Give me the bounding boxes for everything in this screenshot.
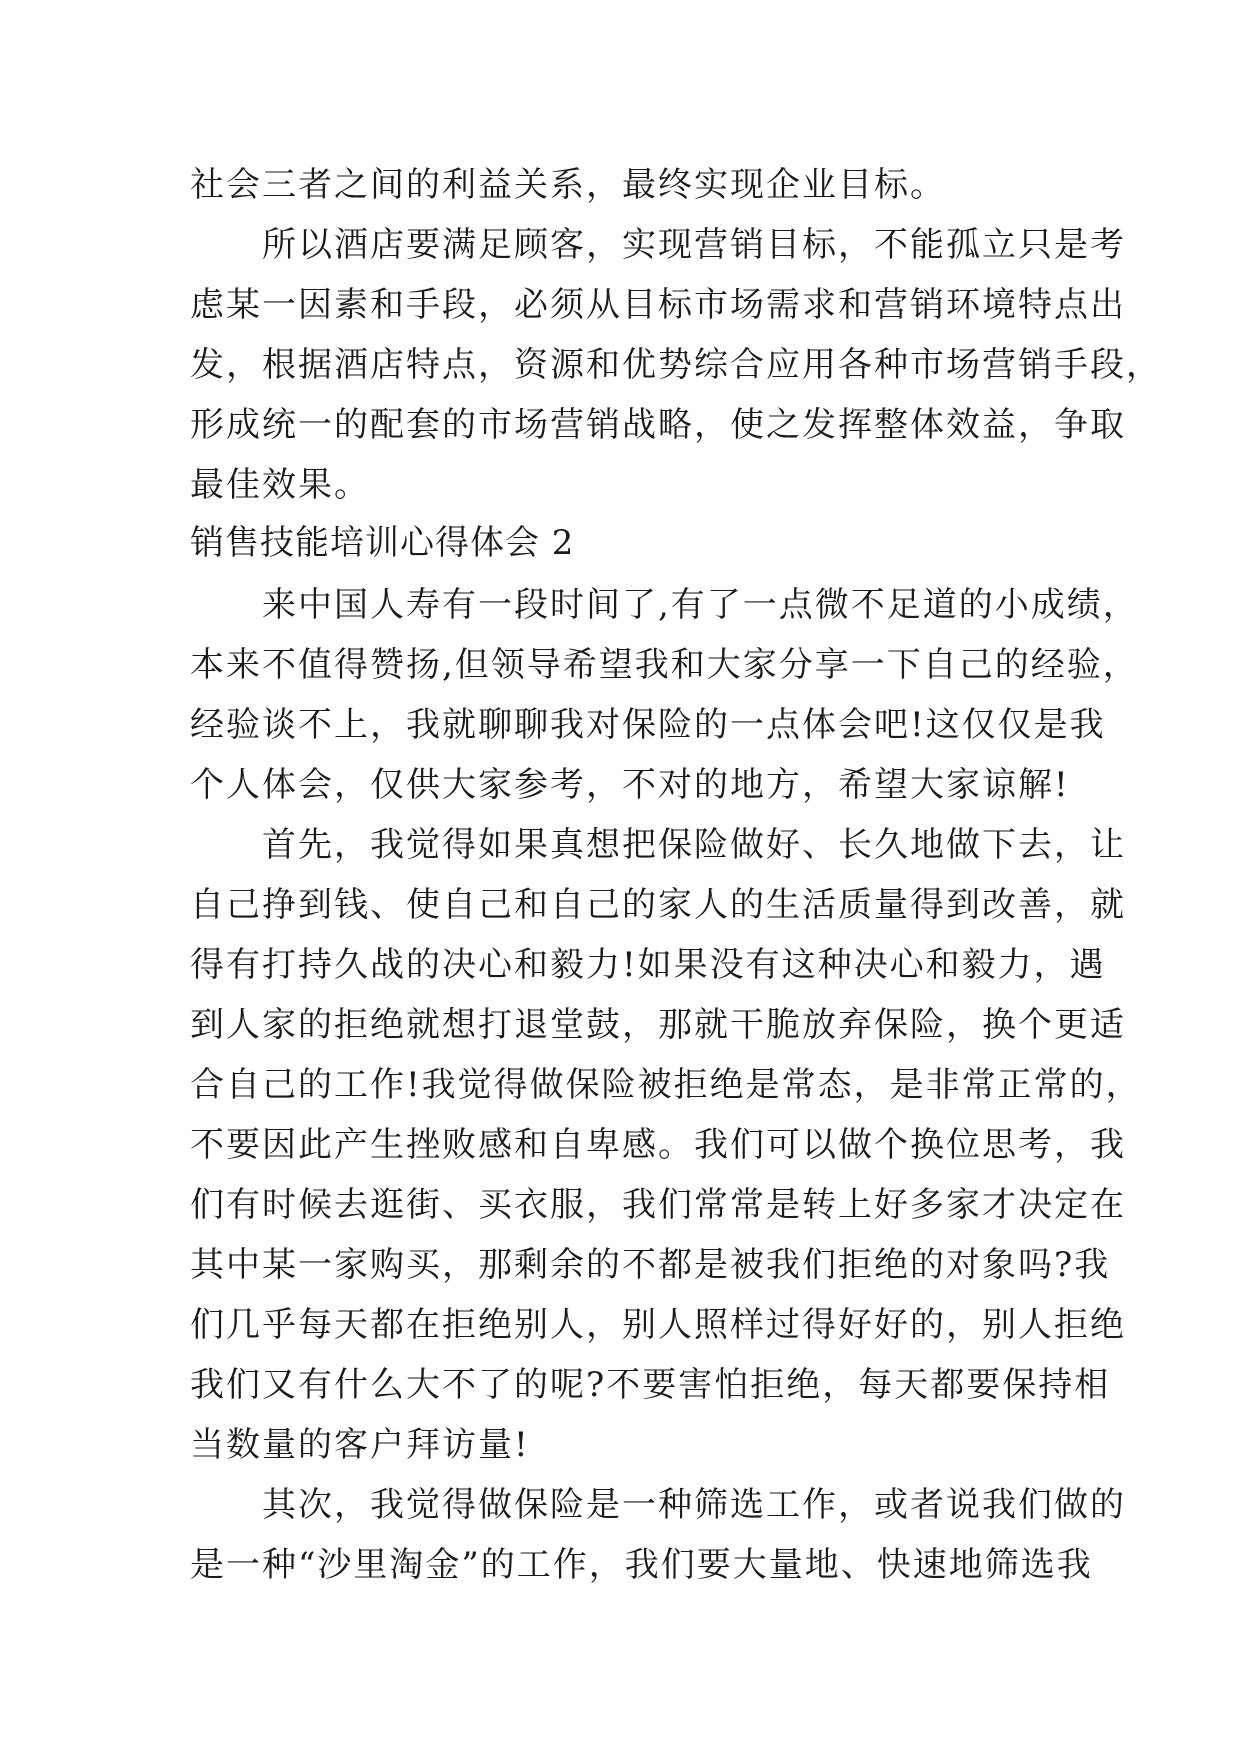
- text-line: 社会三者之间的利益关系，最终实现企业目标。: [190, 165, 946, 205]
- text-line: 本来不值得赞扬,但领导希望我和大家分享一下自己的经验，: [190, 645, 1139, 685]
- text-line: 所以酒店要满足顾客，实现营销目标，不能孤立只是考: [190, 225, 1126, 265]
- text-line: 自己挣到钱、使自己和自己的家人的生活质量得到改善，就: [190, 885, 1126, 925]
- text-line: 其中某一家购买，那剩余的不都是被我们拒绝的对象吗?我: [190, 1245, 1111, 1285]
- text-line: 个人体会，仅供大家参考，不对的地方，希望大家谅解!: [190, 765, 1070, 805]
- text-line: 合自己的工作!我觉得做保险被拒绝是常态，是非常正常的，: [190, 1065, 1142, 1105]
- text-line: 来中国人寿有一段时间了,有了一点微不足道的小成绩，: [190, 585, 1139, 625]
- text-line: 到人家的拒绝就想打退堂鼓，那就干脆放弃保险，换个更适: [190, 1005, 1126, 1045]
- text-line: 当数量的客户拜访量!: [190, 1425, 530, 1465]
- text-line: 得有打持久战的决心和毅力!如果没有这种决心和毅力，遇: [190, 945, 1106, 985]
- text-line: 首先，我觉得如果真想把保险做好、长久地做下去，让: [190, 825, 1126, 865]
- text-line: 经验谈不上，我就聊聊我对保险的一点体会吧!这仅仅是我: [190, 705, 1106, 745]
- text-line: 们几乎每天都在拒绝别人，别人照样过得好好的，别人拒绝: [190, 1305, 1126, 1345]
- text-line: 不要因此产生挫败感和自卑感。我们可以做个换位思考，我: [190, 1125, 1126, 1165]
- text-line: 是一种“沙里淘金”的工作，我们要大量地、快速地筛选我: [190, 1545, 1093, 1585]
- text-line: 我们又有什么大不了的呢?不要害怕拒绝，每天都要保持相: [190, 1365, 1111, 1405]
- text-line: 虑某一因素和手段，必须从目标市场需求和营销环境特点出: [190, 285, 1126, 325]
- text-line: 最佳效果。: [190, 465, 370, 505]
- text-line: 其次，我觉得做保险是一种筛选工作，或者说我们做的: [190, 1485, 1126, 1525]
- text-line: 发，根据酒店特点，资源和优势综合应用各种市场营销手段，: [190, 345, 1162, 385]
- text-line: 们有时候去逛街、买衣服，我们常常是转上好多家才决定在: [190, 1185, 1126, 1225]
- section-heading: 销售技能培训心得体会 2: [190, 523, 575, 563]
- text-line: 形成统一的配套的市场营销战略，使之发挥整体效益，争取: [190, 405, 1126, 445]
